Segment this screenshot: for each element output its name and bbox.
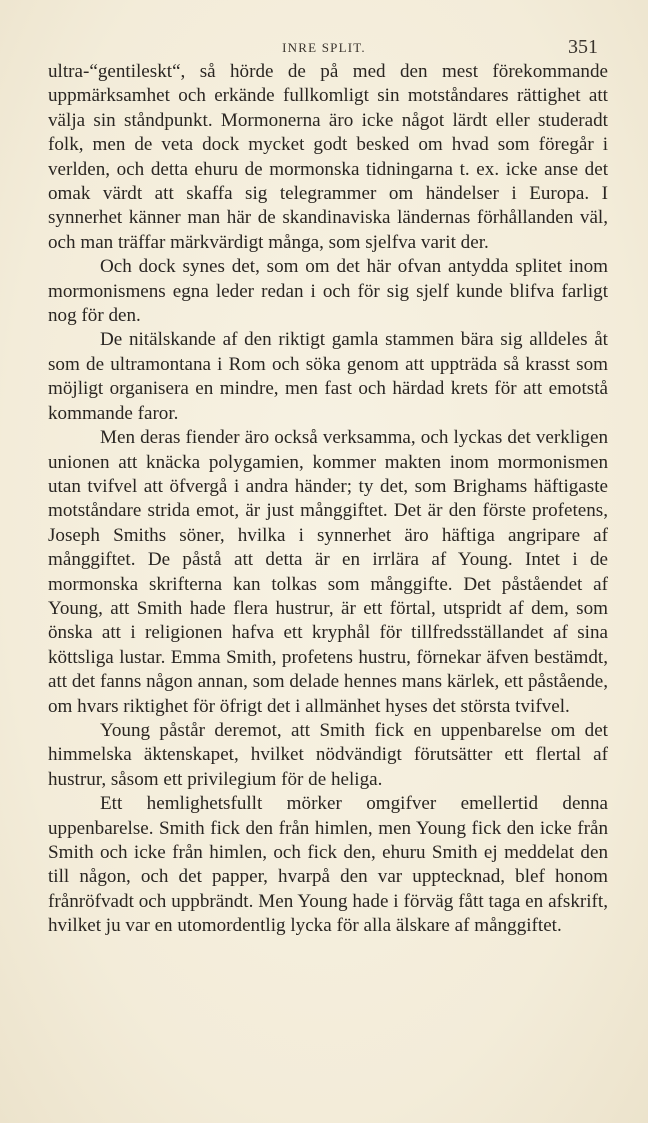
paragraph-continued: ultra-“gentileskt“, så hörde de på med den mest förekommande uppmärksamhet och erkände fullkomligt sin motståndares rättighet att välja sin ståndpunkt. Mormonerna äro icke något lärdt eller studeradt folk, men de veta dock mycket godt besked om hvad som föregår i verlden, och detta ehuru de mormonska tidningarna t. ex. icke anse det omak värdt att skaffa sig telegrammer om händelser i Europa. I synnerhet känner man här de skandinaviska ländernas förhållanden väl, och man träffar märkvärdigt många, som sjelfva varit der. xyxy=(48,61,608,253)
running-head: INRE SPLIT. xyxy=(282,40,366,55)
paragraph: Young påstår deremot, att Smith fick en uppenbarelse om det himmelska äktenskapet, hvilket nödvändigt förutsätter ett flertal af hustrur, såsom ett privilegium för de heliga. xyxy=(48,719,608,790)
paragraph: Ett hemlighetsfullt mörker omgifver emellertid denna uppenbarelse. Smith fick den från himlen, men Young fick den icke från Smith och icke från himlen, och fick den, ehuru Smith ej meddelat den till någon, och det papper, hvarpå den var upptecknad, blef honom frånröfvadt och uppbrändt. Men Young hade i förväg fått taga en afskrift, hvilket ju var en utomordentlig lycka för alla älskare af månggiftet. xyxy=(48,793,608,937)
page-number: 351 xyxy=(568,36,598,58)
paragraph: Och dock synes det, som om det här ofvan antydda splitet inom mormonismens egna leder redan i och för sig sjelf kunde blifva farligt nog för den. xyxy=(48,256,608,327)
body-text xyxy=(48,60,608,939)
paragraph: De nitälskande af den riktigt gamla stammen bära sig alldeles åt som de ultramontana i Rom och söka genom att uppträda så krasst som möjligt organisera en mindre, men fast och härdad krets för att emotstå kommande faror. xyxy=(48,329,608,424)
page-header xyxy=(48,36,600,60)
paragraph: Men deras fiender äro också verksamma, och lyckas det verkligen unionen att knäcka polygamien, kommer makten inom mormonismen utan tvifvel att öfvergå i andra händer; ty det, som Brighams häftigaste motståndare strida emot, är just månggiftet. Det är den förste profetens, Joseph Smiths söner, hvilka i synnerhet äro häftiga angripare af månggiftet. De påstå att detta är en irrlära af Young. Intet i de mormonska skrifterna kan tolkas som månggifte. Det påståendet af Young, att Smith hade flera hustrur, är ett förtal, utspridt af dem, som önska att i religionen hafva ett kryphål för tillfredsställandet af sina köttsliga lustar. Emma Smith, profetens hustru, förnekar äfven bestämdt, att det fanns någon annan, som delade hennes mans kärlek, ett påstående, om hvars riktighet för öfrigt det i allmänhet hyses det största tvifvel. xyxy=(48,427,608,717)
